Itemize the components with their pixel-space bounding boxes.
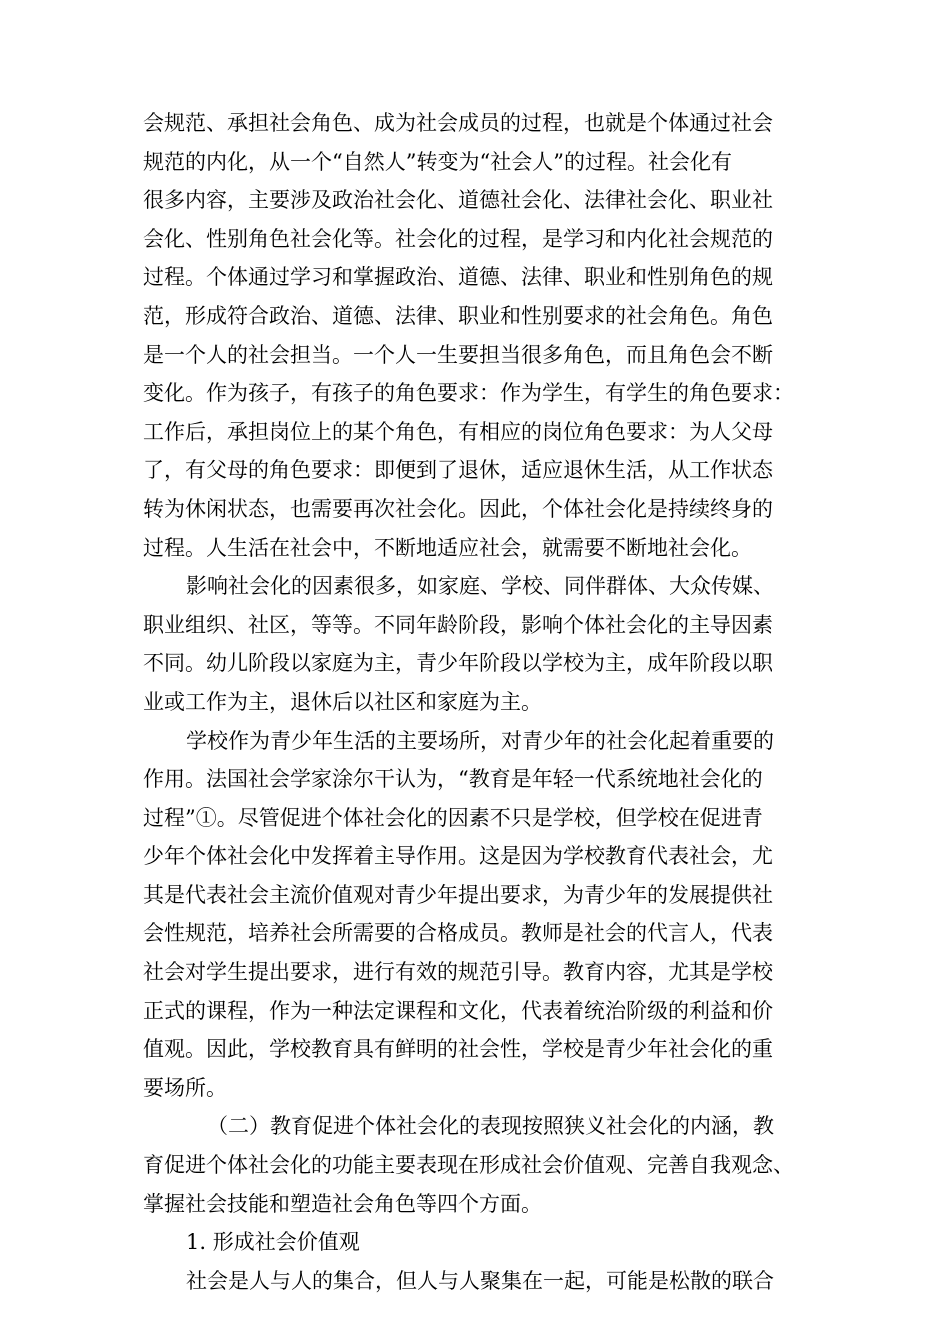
text-line: 职业组织、社区，等等。不同年龄阶段，影响个体社会化的主导因素 [143, 612, 773, 637]
text-line: 业或工作为主，退休后以社区和家庭为主。 [143, 689, 542, 714]
paragraph-start-line: 学校作为青少年生活的主要场所，对青少年的社会化起着重要的 [186, 728, 774, 753]
text-line: 不同。幼儿阶段以家庭为主，青少年阶段以学校为主，成年阶段以职 [143, 651, 773, 676]
subsection-heading: 1. 形成社会价值观 [186, 1230, 360, 1255]
text-line: 过程。人生活在社会中，不断地适应社会，就需要不断地社会化。 [143, 535, 752, 560]
text-line: 正式的课程，作为一种法定课程和文化，代表着统治阶级的利益和价 [143, 998, 773, 1023]
text-line: 转为休闲状态，也需要再次社会化。因此，个体社会化是持续终身的 [143, 496, 773, 521]
text-line: 规范的内化，从一个“自然人”转变为“社会人”的过程。社会化有 [143, 149, 732, 174]
text-line: 会性规范，培养社会所需要的合格成员。教师是社会的代言人，代表 [143, 921, 773, 946]
text-line: 是一个人的社会担当。一个人一生要担当很多角色，而且角色会不断 [143, 342, 773, 367]
paragraph-start-line: 影响社会化的因素很多，如家庭、学校、同伴群体、大众传媒、 [186, 574, 774, 599]
text-line: 社会对学生提出要求，进行有效的规范引导。教育内容，尤其是学校 [143, 960, 773, 985]
text-line: 育促进个体社会化的功能主要表现在形成社会价值观、完善自我观念、 [143, 1153, 794, 1178]
text-line: 过程。个体通过学习和掌握政治、道德、法律、职业和性别角色的规 [143, 265, 773, 290]
text-line: 了，有父母的角色要求：即便到了退休，适应退休生活，从工作状态 [143, 458, 773, 483]
text-line: 会化、性别角色社会化等。社会化的过程，是学习和内化社会规范的 [143, 226, 773, 251]
paragraph-start-line: 社会是人与人的集合，但人与人聚集在一起，可能是松散的联合 [186, 1268, 774, 1293]
text-line: 掌握社会技能和塑造社会角色等四个方面。 [143, 1191, 542, 1216]
text-line: 少年个体社会化中发挥着主导作用。这是因为学校教育代表社会，尤 [143, 844, 773, 869]
text-line: 工作后，承担岗位上的某个角色，有相应的岗位角色要求：为人父母 [143, 419, 773, 444]
text-line: 作用。法国社会学家涂尔干认为，“教育是年轻一代系统地社会化的 [143, 767, 763, 792]
body-text [143, 104, 833, 1300]
text-line: 要场所。 [143, 1075, 227, 1100]
text-line: 会规范、承担社会角色、成为社会成员的过程，也就是个体通过社会 [143, 111, 773, 135]
text-line: 很多内容，主要涉及政治社会化、道德社会化、法律社会化、职业社 [143, 188, 773, 213]
text-line: 值观。因此，学校教育具有鲜明的社会性，学校是青少年社会化的重 [143, 1037, 773, 1062]
text-line: 其是代表社会主流价值观对青少年提出要求，为青少年的发展提供社 [143, 882, 773, 907]
section-heading-line: （二）教育促进个体社会化的表现按照狭义社会化的内涵，教 [207, 1114, 774, 1139]
text-line: 变化。作为孩子，有孩子的角色要求：作为学生，有学生的角色要求： [143, 381, 794, 406]
text-line: 范，形成符合政治、道德、法律、职业和性别要求的社会角色。角色 [143, 303, 773, 328]
text-line: 过程”①。尽管促进个体社会化的因素不只是学校，但学校在促进青 [143, 805, 763, 830]
